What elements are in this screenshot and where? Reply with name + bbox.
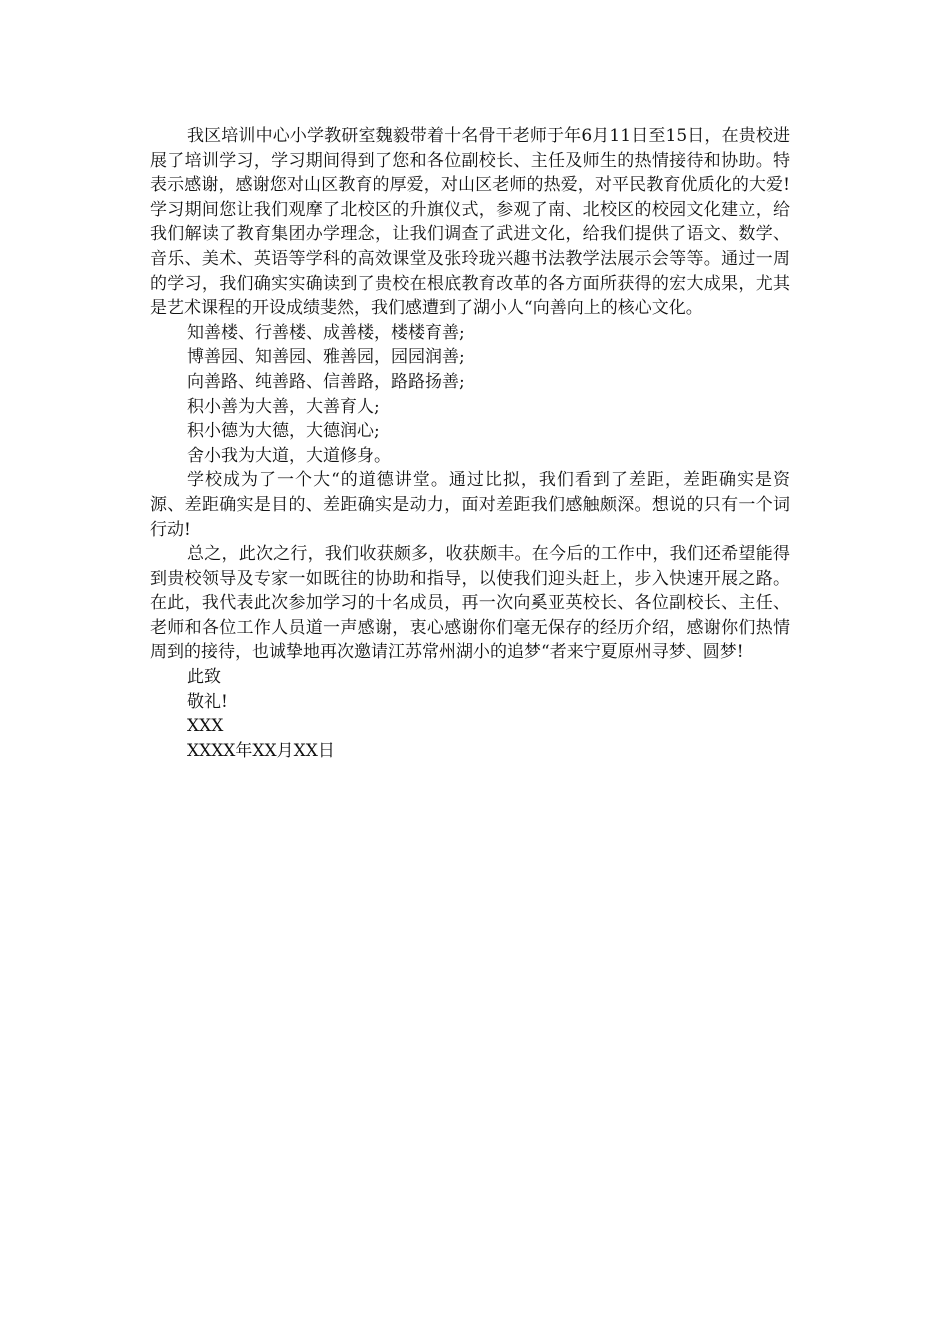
verse-line-6: 舍小我为大道，大道修身。 xyxy=(187,445,391,466)
date-line: XXXX年XX月XX日 xyxy=(187,740,335,761)
signature: XXX xyxy=(187,716,224,737)
salute-line: 敬礼! xyxy=(187,691,228,712)
letter-body xyxy=(150,124,790,763)
paragraph-conclusion: 总之，此次之行，我们收获颇多，收获颇丰。在今后的工作中，我们还希望能得到贵校领导及专家一如既往的协助和指导，以使我们迎头赶上，步入快速开展之路。 在此，我代表此次参加学习的十名成员，再一次向奚亚英校长、各位副校长、主任、老师和各位工作人员道一声感谢，衷心感谢你们毫无保存的经历介绍，感谢你们热情周到的接待，也诚挚地再次邀请江苏常州湖小的追梦“者来宁夏原州寻梦、圆梦! xyxy=(150,544,790,663)
verse-line-2: 博善园、知善园、雅善园，园园润善; xyxy=(187,347,465,368)
closing-line: 此致 xyxy=(187,667,221,688)
paragraph-intro: 我区培训中心小学教研室魏毅带着十名骨干老师于年6月11日至15日，在贵校进展了培训学习，学习期间得到了您和各位副校长、主任及师生的热情接待和协助。特表示感谢，感谢您对山区教育的厚爱，对山区老师的热爱，对平民教育优质化的大爱!学习期间您让我们观摩了北校区的升旗仪式，参观了南、北校区的校园文化建立，给我们解读了教育集团办学理念，让我们调查了武进文化，给我们提供了语文、数学、音乐、美术、英语等学科的高效课堂及张玲珑兴趣书法教学法展示会等等。通过一周的学习，我们确实实确读到了贵校在根底教育改革的各方面所获得的宏大成果，尤其是艺术课程的开设成绩斐然，我们感遭到了湖小人“向善向上的核心文化。 xyxy=(150,126,790,319)
verse-line-5: 积小德为大德，大德润心; xyxy=(187,421,380,442)
paragraph-moral-hall: 学校成为了一个大“的道德讲堂。通过比拟，我们看到了差距，差距确实是资源、差距确实是目的、差距确实是动力，面对差距我们感触颇深。想说的只有一个词行动! xyxy=(150,470,790,540)
verse-line-4: 积小善为大善，大善育人; xyxy=(187,396,380,417)
verse-line-1: 知善楼、行善楼、成善楼，楼楼育善; xyxy=(187,322,465,343)
verse-line-3: 向善路、纯善路、信善路，路路扬善; xyxy=(187,371,465,392)
